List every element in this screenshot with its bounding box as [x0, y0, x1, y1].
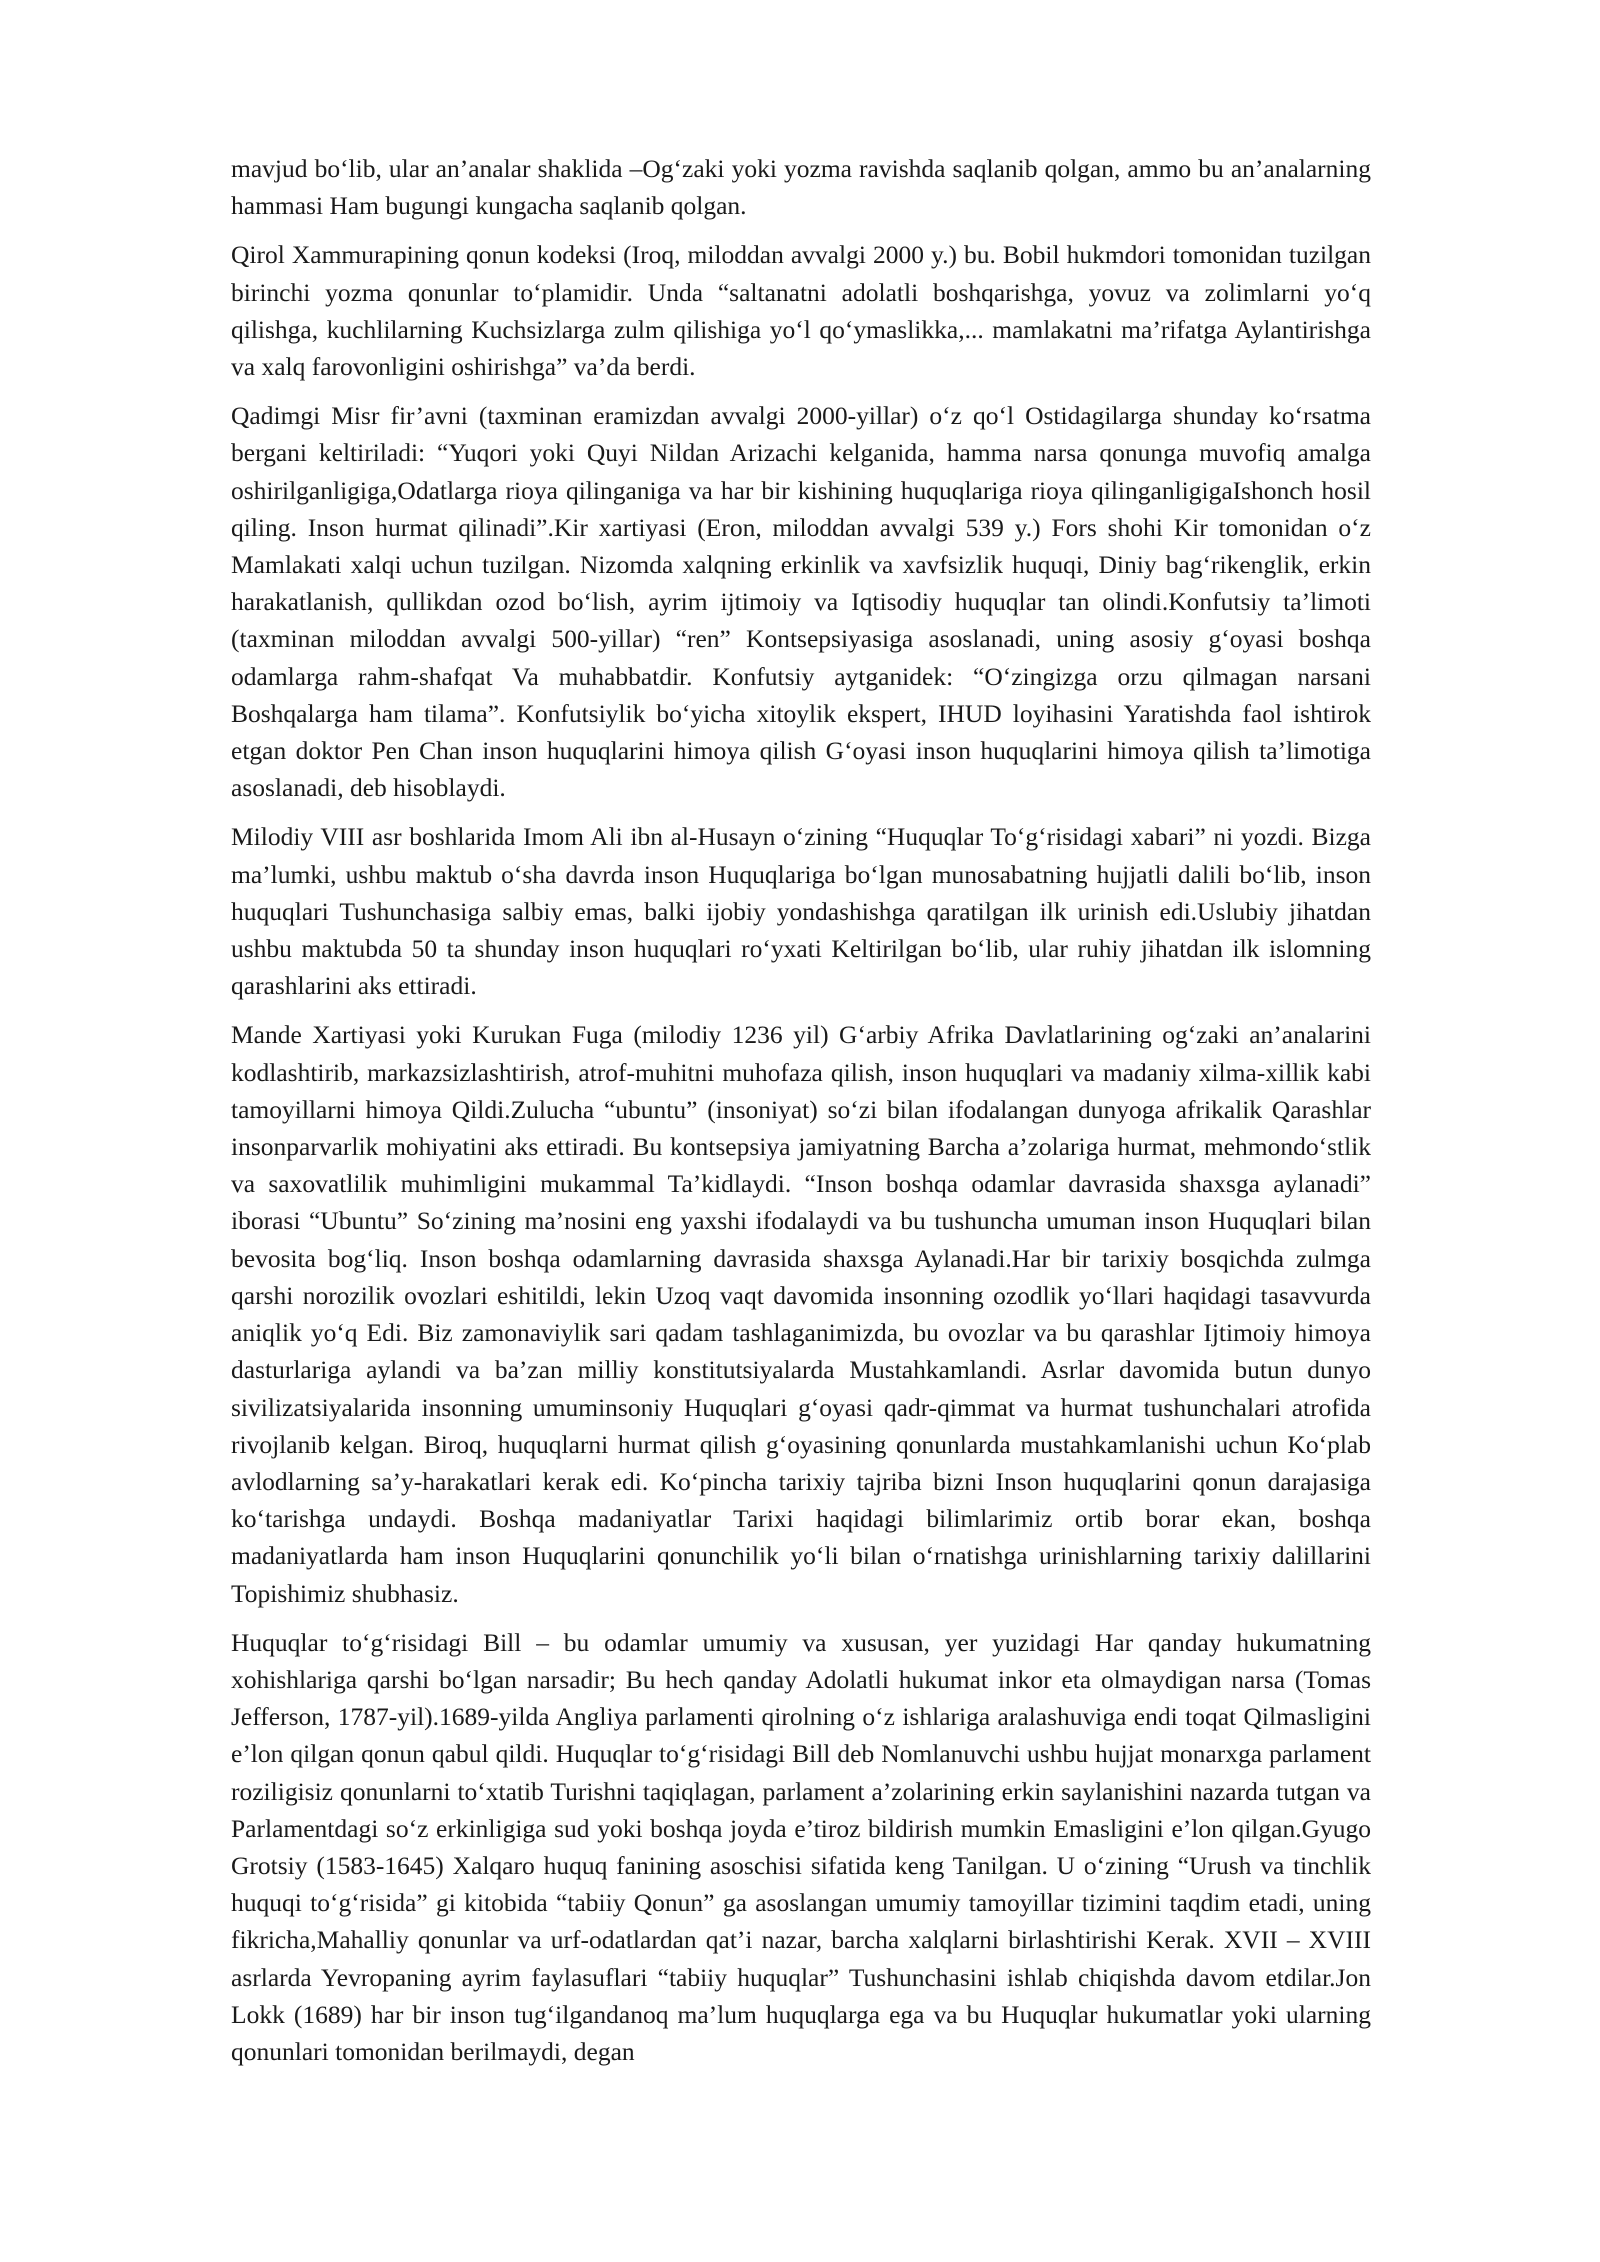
paragraph-hammurabi-code: Qirol Xammurapining qonun kodeksi (Iroq, miloddan avvalgi 2000 y.) bu. Bobil hukmdori tomonidan tuzilgan birinchi yozma qonunlar to‘plamidir. Unda “saltanatni adolatli boshqarishga, yovuz va zolimlarni yo‘q qilishga, kuchlilarning Kuchsizlarga zulm qilishiga yo‘l qo‘ymaslikka,... mamlakatni ma’rifatga Aylantirishga va xalq farovonligini oshirishga” va’da berdi.	[231, 240, 1371, 382]
document-page	[231, 150, 1371, 2082]
paragraph-mande-charter-ubuntu: Mande Xartiyasi yoki Kurukan Fuga (milodiy 1236 yil) G‘arbiy Afrika Davlatlarining og‘zaki an’analarini kodlashtirib, markazsizlashtirish, atrof-muhitni muhofaza qilish, inson huquqlari va madaniy xilma-xillik kabi tamoyillarni himoya Qildi.Zulucha “ubuntu” (insoniyat) so‘zi bilan ifodalangan dunyoga afrikalik Qarashlar insonparvarlik mohiyatini aks ettiradi. Bu kontsepsiya jamiyatning Barcha a’zolariga hurmat, mehmondo‘stlik va saxovatlilik muhimligini mukammal Ta’kidlaydi. “Inson boshqa odamlar davrasida shaxsga aylanadi” iborasi “Ubuntu” So‘zining ma’nosini eng yaxshi ifodalaydi va bu tushuncha umuman inson Huquqlari bilan bevosita bog‘liq. Inson boshqa odamlarning davrasida shaxsga Aylanadi.Har bir tarixiy bosqichda zulmga qarshi norozilik ovozlari eshitildi, lekin Uzoq vaqt davomida insonning ozodlik yo‘llari haqidagi tasavvurda aniqlik yo‘q Edi. Biz zamonaviylik sari qadam tashlaganimizda, bu ovozlar va bu qarashlar Ijtimoiy himoya dasturlariga aylandi va ba’zan milliy konstitutsiyalarda Mustahkamlandi. Asrlar davomida butun dunyo sivilizatsiyalarida insonning umuminsoniy Huquqlari g‘oyasi qadr-qimmat va hurmat tushunchalari atrofida rivojlanib kelgan. Biroq, huquqlarni hurmat qilish g‘oyasining qonunlarda mustahkamlanishi uchun Ko‘plab avlodlarning sa’y-harakatlari kerak edi. Ko‘pincha tarixiy tajriba bizni Inson huquqlarini qonun darajasiga ko‘tarishga undaydi. Boshqa madaniyatlar Tarixi haqidagi bilimlarimiz ortib borar ekan, boshqa madaniyatlarda ham inson Huquqlarini qonunchilik yo‘li bilan o‘rnatishga urinishlarning tarixiy dalillarini Topishimiz shubhasiz.	[231, 1020, 1371, 1608]
paragraph-egypt-cyrus-confucius: Qadimgi Misr fir’avni (taxminan eramizdan avvalgi 2000-yillar) o‘z qo‘l Ostidagilarga shunday ko‘rsatma bergani keltiriladi: “Yuqori yoki Quyi Nildan Arizachi kelganida, hamma narsa qonunga muvofiq amalga oshirilganligiga,Odatlarga rioya qilinganiga va har bir kishining huquqlariga rioya qilinganligigaIshonch hosil qiling. Inson hurmat qilinadi”.Kir xartiyasi (Eron, miloddan avvalgi 539 y.) Fors shohi Kir tomonidan o‘z Mamlakati xalqi uchun tuzilgan. Nizomda xalqning erkinlik va xavfsizlik huquqi, Diniy bag‘rikenglik, erkin harakatlanish, qullikdan ozod bo‘lish, ayrim ijtimoiy va Iqtisodiy huquqlar tan olindi.Konfutsiy ta’limoti (taxminan miloddan avvalgi 500-yillar) “ren” Kontsepsiyasiga asoslanadi, uning asosiy g‘oyasi boshqa odamlarga rahm-shafqat Va muhabbatdir. Konfutsiy aytganidek: “O‘zingizga orzu qilmagan narsani Boshqalarga ham tilama”. Konfutsiylik bo‘yicha xitoylik ekspert, IHUD loyihasini Yaratishda faol ishtirok etgan doktor Pen Chan inson huquqlarini himoya qilish G‘oyasi inson huquqlarini himoya qilish ta’limotiga asoslanadi, deb hisoblaydi.	[231, 401, 1371, 803]
paragraph-oral-traditions: mavjud bo‘lib, ular an’analar shaklida –Og‘zaki yoki yozma ravishda saqlanib qolgan, ammo bu an’analarning hammasi Ham bugungi kungacha saqlanib qolgan.	[231, 154, 1371, 221]
paragraph-bill-of-rights: Huquqlar to‘g‘risidagi Bill – bu odamlar umumiy va xususan, yer yuzidagi Har qanday hukumatning xohishlariga qarshi bo‘lgan narsadir; Bu hech qanday Adolatli hukumat inkor eta olmaydigan narsa (Tomas Jefferson, 1787-yil).1689-yilda Angliya parlamenti qirolning o‘z ishlariga aralashuviga endi toqat Qilmasligini e’lon qilgan qonun qabul qildi. Huquqlar to‘g‘risidagi Bill deb Nomlanuvchi ushbu hujjat monarxga parlament roziligisiz qonunlarni to‘xtatib Turishni taqiqlagan, parlament a’zolarining erkin saylanishini nazarda tutgan va Parlamentdagi so‘z erkinligiga sud yoki boshqa joyda e’tiroz bildirish mumkin Emasligini e’lon qilgan.Gyugo Grotsiy (1583-1645) Xalqaro huquq fanining asoschisi sifatida keng Tanilgan. U o‘zining “Urush va tinchlik huquqi to‘g‘risida” gi kitobida “tabiiy Qonun” ga asoslangan umumiy tamoyillar tizimini taqdim etadi, uning fikricha,Mahalliy qonunlar va urf-odatlardan qat’i nazar, barcha xalqlarni birlashtirishi Kerak. XVII – XVIII asrlarda Yevropaning ayrim faylasuflari “tabiiy huquqlar” Tushunchasini ishlab chiqishda davom etdilar.Jon Lokk (1689) har bir inson tug‘ilgandanoq ma’lum huquqlarga ega va bu Huquqlar hukumatlar yoki ularning qonunlari tomonidan berilmaydi, degan	[231, 1627, 1371, 2066]
paragraph-imam-ali: Milodiy VIII asr boshlarida Imom Ali ibn al-Husayn o‘zining “Huquqlar To‘g‘risidagi xabari” ni yozdi. Bizga ma’lumki, ushbu maktub o‘sha davrda inson Huquqlariga bo‘lgan munosabatning hujjatli dalili bo‘lib, inson huquqlari Tushunchasiga salbiy emas, balki ijobiy yondashishga qaratilgan ilk urinish edi.Uslubiy jihatdan ushbu maktubda 50 ta shunday inson huquqlari ro‘yxati Keltirilgan bo‘lib, ular ruhiy jihatdan ilk islomning qarashlarini aks ettiradi.	[231, 822, 1371, 1001]
